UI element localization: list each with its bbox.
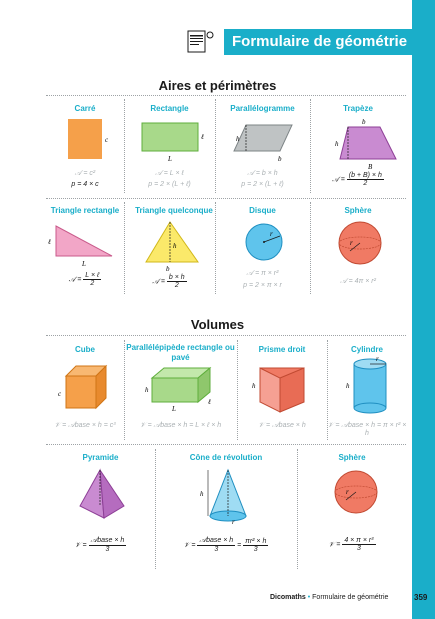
svg-text:h: h: [236, 135, 240, 143]
footer-separator: •: [307, 594, 311, 601]
page-title: Formulaire de géométrie: [224, 29, 412, 55]
formula-carre-perimetre: p = 4 × c: [71, 181, 99, 188]
formula-cone-volume: 𝒱 = $\frac{\text{𝒜base × h}}{3}$ = $\frac{\text{πr² × h}}{3}$: [183, 537, 267, 553]
svg-text:L: L: [172, 405, 176, 413]
formula-rectangle-aire: 𝒜 = L × ℓ: [155, 170, 184, 177]
formula-cube-volume: 𝒱 = 𝒜base × h = c³: [54, 422, 116, 429]
formula-pave-volume: 𝒱 = 𝒜base × h = L × ℓ × h: [139, 422, 222, 429]
svg-text:h: h: [335, 140, 339, 148]
label-cube: Cube: [75, 345, 95, 354]
svg-text:h: h: [252, 382, 256, 390]
formula-sphere-volume: 𝒱 = $\frac{\text{4 × π × r³}}{3}$: [328, 537, 374, 552]
disk-figure: [244, 222, 288, 266]
divider: [46, 335, 406, 336]
formula-sphere-aire: 𝒜 = 4π × r²: [340, 278, 376, 285]
svg-text:r: r: [270, 230, 273, 238]
formula-pyramide-volume: 𝒱 = $\frac{\text{𝒜base × h}}{3}$: [74, 537, 125, 553]
svg-text:h: h: [346, 382, 350, 390]
label-sphere-aire: Sphère: [344, 206, 372, 215]
svg-text:b: b: [278, 155, 282, 163]
formula-triangle-quelconque-aire: 𝒜 = $\frac{b \times h}{2}$: [152, 274, 185, 289]
right-triangle-figure: [46, 220, 122, 270]
svg-text:b: b: [362, 118, 366, 126]
formula-disque-aire: 𝒜 = π × r²: [246, 270, 279, 277]
document-icon: [184, 29, 218, 53]
label-trapeze: Trapèze: [343, 104, 373, 113]
formula-trapeze-aire: 𝒜 = $\frac{(b + B) \times h}{2}$: [332, 172, 382, 187]
divider: [215, 202, 216, 294]
svg-text:B: B: [368, 163, 373, 171]
label-triangle-rectangle: Triangle rectangle: [50, 206, 120, 215]
divider: [46, 95, 406, 96]
cone-figure: [198, 466, 258, 528]
label-cone: Cône de révolution: [189, 453, 263, 462]
section-title-aires: Aires et périmètres: [158, 78, 277, 93]
formula-prisme-volume: 𝒱 = 𝒜base × h: [258, 422, 306, 429]
formula-parallelogramme-aire: 𝒜 = b × h: [247, 170, 278, 177]
prism-figure: [250, 362, 320, 414]
label-triangle-quelconque: Triangle quelconque: [135, 206, 213, 215]
svg-text:h: h: [173, 242, 177, 250]
sphere-figure: [336, 219, 384, 269]
footer-text: Formulaire de géométrie: [312, 594, 389, 601]
label-cylindre: Cylindre: [350, 345, 383, 354]
section-title-volumes: Volumes: [190, 317, 245, 332]
cylinder-figure: [344, 356, 396, 416]
label-prisme: Prisme droit: [258, 345, 306, 354]
footer: [270, 594, 388, 601]
divider: [46, 444, 406, 445]
svg-text:ℓ: ℓ: [208, 398, 211, 406]
svg-text:r: r: [376, 356, 379, 363]
formula-rectangle-perimetre: p = 2 × (L + ℓ): [148, 181, 191, 188]
formula-triangle-rectangle-aire: 𝒜 = $\frac{\text{L × ℓ}}{2}$: [68, 272, 100, 287]
formula-carre-aire: 𝒜 = c²: [74, 170, 96, 177]
label-carre: Carré: [74, 104, 96, 113]
pyramid-figure: [74, 466, 130, 528]
svg-text:h: h: [200, 490, 204, 498]
svg-text:ℓ: ℓ: [48, 238, 51, 246]
formula-disque-perimetre: p = 2 × π × r: [243, 282, 282, 289]
formula-parallelogramme-perimetre: p = 2 × (L + ℓ): [241, 181, 284, 188]
svg-text:r: r: [350, 239, 353, 247]
label-pave: Parallélépipède rectangle ou pavé: [126, 343, 235, 362]
divider: [124, 99, 125, 193]
svg-text:h: h: [145, 386, 149, 394]
label-pyramide: Pyramide: [82, 453, 119, 462]
square-figure: [58, 117, 114, 165]
cube-figure: [56, 362, 116, 414]
trapezoid-figure: [330, 115, 404, 171]
svg-text:r: r: [232, 518, 235, 526]
triangle-figure: [140, 218, 208, 272]
page-number: 359: [414, 593, 428, 602]
svg-text:b: b: [166, 265, 170, 272]
svg-text:L: L: [82, 260, 86, 268]
label-sphere-volume: Sphère: [338, 453, 366, 462]
divider: [46, 198, 406, 199]
label-rectangle: Rectangle: [150, 104, 189, 113]
formula-cylindre-volume: 𝒱 = 𝒜base × h = π × r² × h: [327, 422, 407, 437]
svg-text:r: r: [346, 488, 349, 496]
sphere-volume-figure: [332, 468, 382, 518]
svg-text:L: L: [168, 155, 172, 163]
label-parallelogramme: Parallélogramme: [230, 104, 295, 113]
svg-text:c: c: [58, 390, 62, 398]
divider: [215, 99, 216, 193]
label-disque: Disque: [249, 206, 276, 215]
svg-text:c: c: [105, 136, 109, 144]
footer-brand: Dicomaths: [270, 594, 306, 601]
cuboid-figure: [140, 364, 222, 414]
svg-text:ℓ: ℓ: [201, 133, 204, 141]
parallelogram-figure: [228, 117, 300, 165]
rectangle-figure: [138, 117, 208, 165]
